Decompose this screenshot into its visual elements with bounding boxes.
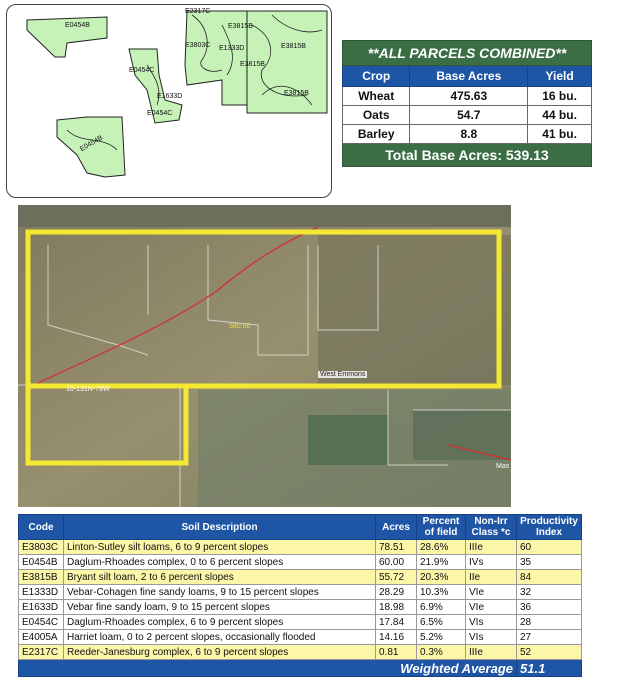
soil-pi-cell: 27 [517, 630, 582, 645]
yield-cell: 16 bu. [528, 87, 592, 106]
combined-header: Yield [528, 66, 592, 87]
soil-code-cell: E0454C [19, 615, 64, 630]
soil-map-drawing [7, 5, 331, 197]
soil-desc-cell: Daglum-Rhoades complex, 6 to 9 percent slopes [64, 615, 376, 630]
soil-pct-cell: 20.3% [417, 570, 466, 585]
soil-cls-cell: VIs [466, 615, 517, 630]
yield-cell: 44 bu. [528, 106, 592, 125]
aerial-section-label: 10-131N-78W [66, 386, 110, 393]
aerial-drawing [18, 205, 511, 507]
soil-desc-cell: Linton-Sutley silt loams, 6 to 9 percent slopes [64, 540, 376, 555]
soil-cls-cell: IIIe [466, 645, 517, 660]
soil-label: E3815B [281, 43, 306, 50]
soil-acres-cell: 78.51 [376, 540, 417, 555]
soil-pct-cell: 21.9% [417, 555, 466, 570]
soil-code-cell: E2317C [19, 645, 64, 660]
soil-label: E3803C [185, 42, 211, 49]
soil-pct-cell: 28.6% [417, 540, 466, 555]
soil-map-panel [6, 4, 332, 198]
weighted-average-label: Weighted Average [19, 660, 517, 677]
col-header: Percent of field [417, 515, 466, 540]
soil-pct-cell: 10.3% [417, 585, 466, 600]
soil-row [19, 540, 582, 555]
soil-row [19, 570, 582, 585]
soil-cls-cell: IIIe [466, 540, 517, 555]
soil-row [19, 585, 582, 600]
soil-code-cell: E1333D [19, 585, 64, 600]
soil-acres-cell: 0.81 [376, 645, 417, 660]
soil-pct-cell: 6.9% [417, 600, 466, 615]
soil-code-cell: E3815B [19, 570, 64, 585]
soil-label: E3815B [228, 23, 253, 30]
combined-title: **ALL PARCELS COMBINED** [343, 41, 592, 66]
crop-cell: Oats [343, 106, 410, 125]
soil-row [19, 630, 582, 645]
soil-pi-cell: 28 [517, 615, 582, 630]
soil-desc-cell: Vebar fine sandy loam, 9 to 15 percent slopes [64, 600, 376, 615]
soil-pi-cell: 36 [517, 600, 582, 615]
combined-row [343, 106, 592, 125]
soil-row [19, 615, 582, 630]
soil-cls-cell: VIe [466, 600, 517, 615]
acres-cell: 8.8 [410, 125, 528, 144]
soil-acres-cell: 28.29 [376, 585, 417, 600]
combined-parcels-table [342, 40, 592, 167]
soil-cls-cell: IVs [466, 555, 517, 570]
aerial-edge-label: Mas [496, 463, 510, 470]
soil-code-cell: E4005A [19, 630, 64, 645]
soil-desc-cell: Daglum-Rhoades complex, 0 to 6 percent slopes [64, 555, 376, 570]
soil-label: E1333D [219, 45, 245, 52]
soil-pct-cell: 0.3% [417, 645, 466, 660]
soil-pi-cell: 84 [517, 570, 582, 585]
soil-acres-cell: 60.00 [376, 555, 417, 570]
soil-label: E0454C [147, 110, 173, 117]
soil-pi-cell: 35 [517, 555, 582, 570]
combined-header: Crop [343, 66, 410, 87]
soil-label: E0454B [65, 22, 90, 29]
crop-cell: Barley [343, 125, 410, 144]
soil-label: E2317C [185, 8, 211, 15]
soil-pct-cell: 5.2% [417, 630, 466, 645]
soil-row [19, 645, 582, 660]
soil-pct-cell: 6.5% [417, 615, 466, 630]
soil-code-cell: E1633D [19, 600, 64, 615]
soil-row [19, 600, 582, 615]
col-header: Acres [376, 515, 417, 540]
weighted-average-value: 51.1 [517, 660, 582, 677]
soil-code-cell: E3803C [19, 540, 64, 555]
combined-row [343, 87, 592, 106]
col-header: Code [19, 515, 64, 540]
soil-cls-cell: VIe [466, 585, 517, 600]
soil-acres-cell: 17.84 [376, 615, 417, 630]
col-header: Non-Irr Class *c [466, 515, 517, 540]
col-header: Soil Description [64, 515, 376, 540]
soil-row [19, 555, 582, 570]
soil-label: E1633D [157, 93, 183, 100]
acres-cell: 54.7 [410, 106, 528, 125]
soil-acres-cell: 14.16 [376, 630, 417, 645]
combined-total: Total Base Acres: 539.13 [343, 144, 592, 167]
aerial-acres-label: 580.00 [229, 323, 251, 330]
soil-label: E3815B [284, 90, 309, 97]
soil-desc-cell: Bryant silt loam, 2 to 6 percent slopes [64, 570, 376, 585]
soil-cls-cell: VIs [466, 630, 517, 645]
soil-pi-cell: 60 [517, 540, 582, 555]
soil-desc-cell: Reeder-Janesburg complex, 6 to 9 percent slopes [64, 645, 376, 660]
crop-cell: Wheat [343, 87, 410, 106]
soil-desc-cell: Vebar-Cohagen fine sandy loams, 9 to 15 percent slopes [64, 585, 376, 600]
yield-cell: 41 bu. [528, 125, 592, 144]
combined-header: Base Acres [410, 66, 528, 87]
combined-row [343, 125, 592, 144]
aerial-location-label: West Emmons [320, 371, 366, 378]
acres-cell: 475.63 [410, 87, 528, 106]
col-header: Productivity Index [517, 515, 582, 540]
soil-acres-cell: 18.98 [376, 600, 417, 615]
soil-label: E0454B [79, 134, 105, 154]
soil-code-cell: E0454B [19, 555, 64, 570]
soil-pi-cell: 52 [517, 645, 582, 660]
soil-acres-cell: 55.72 [376, 570, 417, 585]
soil-cls-cell: IIe [466, 570, 517, 585]
soil-pi-cell: 32 [517, 585, 582, 600]
soil-table [18, 514, 582, 677]
soil-desc-cell: Harriet loam, 0 to 2 percent slopes, occasionally flooded [64, 630, 376, 645]
weighted-average-row [19, 660, 582, 677]
aerial-map [18, 205, 511, 507]
soil-label: E0454C [129, 67, 155, 74]
soil-label: E3815B [240, 61, 265, 68]
